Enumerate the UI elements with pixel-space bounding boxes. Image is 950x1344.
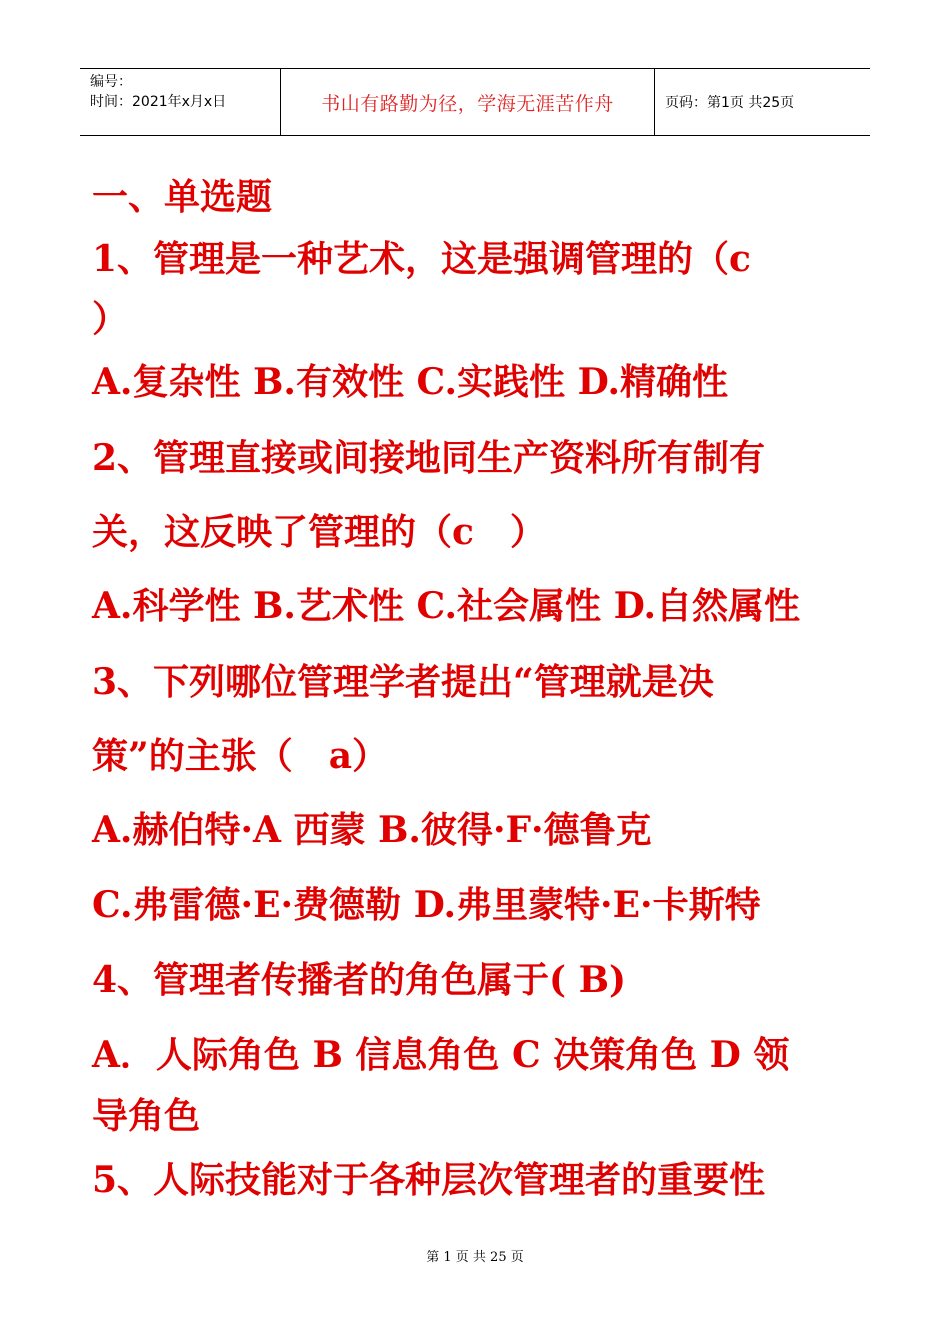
time-label: 时间：2021年x月x日 <box>90 94 227 110</box>
question-4-line-1: 4、管理者传播者的角色属于( B) <box>92 959 627 1001</box>
question-1-options: A.复杂性 B.有效性 C.实践性 D.精确性 <box>92 361 729 403</box>
header-motto: 书山有路勤为径，学海无涯苦作舟 <box>281 69 655 135</box>
question-3-line-1: 3、下列哪位管理学者提出“管理就是决 <box>92 661 714 703</box>
question-3-options-2: C.弗雷德·E·费德勒 D.弗里蒙特·E·卡斯特 <box>92 884 761 926</box>
serial-label: 编号： <box>90 74 132 90</box>
section-title: 一、单选题 <box>92 176 273 218</box>
question-1-line-2: ） <box>92 298 129 340</box>
question-2-line-2: 关，这反映了管理的（c ） <box>92 511 546 553</box>
question-3-line-2: 策”的主张（ a） <box>92 735 389 777</box>
header-left-cell <box>80 69 281 135</box>
question-2-line-1: 2、管理直接或间接地同生产资料所有制有 <box>92 437 766 479</box>
question-4-options-1: A．人际角色 B 信息角色 C 决策角色 D 领 <box>92 1034 790 1076</box>
question-5-line-1: 5、人际技能对于各种层次管理者的重要性 <box>92 1159 766 1201</box>
page-header <box>80 68 870 136</box>
question-2-options: A.科学性 B.艺术性 C.社会属性 D.自然属性 <box>92 585 801 627</box>
question-3-options-1: A.赫伯特·A 西蒙 B.彼得·F·德鲁克 <box>92 809 652 851</box>
question-1-line-1: 1、管理是一种艺术，这是强调管理的（c <box>92 238 751 280</box>
page-footer: 第 1 页 共 25 页 <box>426 1250 524 1265</box>
question-4-options-2: 导角色 <box>92 1095 201 1137</box>
header-page-info: 页码：第1页 共25页 <box>665 95 795 111</box>
